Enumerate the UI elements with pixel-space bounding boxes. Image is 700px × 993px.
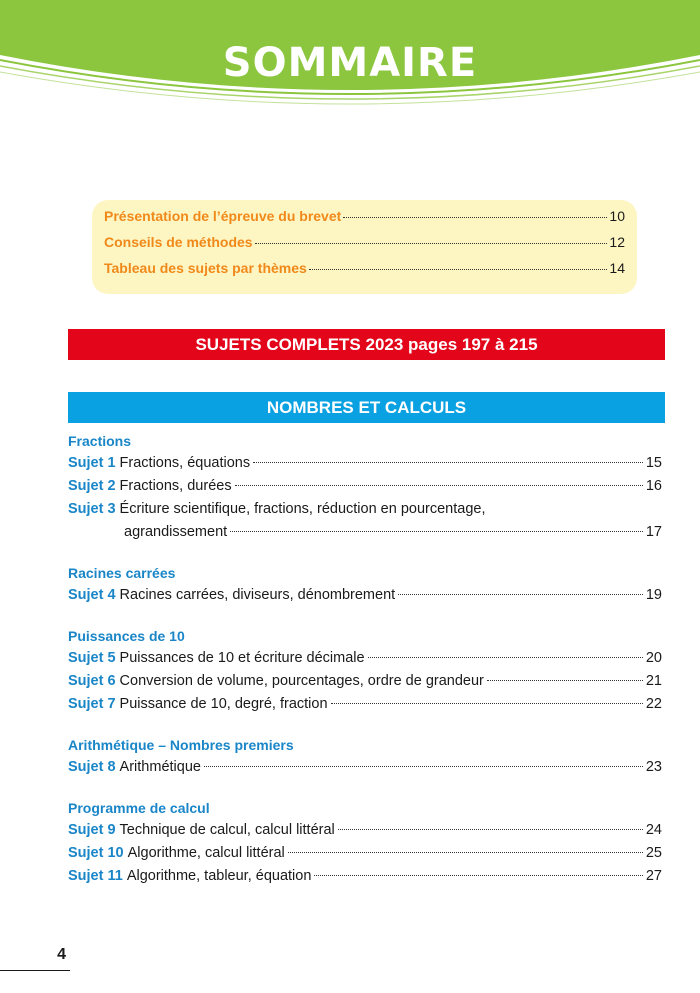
toc-row[interactable]	[68, 865, 662, 888]
section-programme-calcul	[68, 797, 662, 888]
subject-title: Écriture scientifique, fractions, réduction en pourcentage,	[119, 501, 486, 517]
toc-row[interactable]	[68, 670, 662, 693]
subject-page: 23	[645, 759, 662, 775]
intro-label: Tableau des sujets par thèmes	[104, 260, 307, 276]
intro-row[interactable]	[104, 208, 625, 234]
leader-dots	[309, 269, 608, 270]
subject-page: 16	[645, 478, 662, 494]
subject-title: Racines carrées, diviseurs, dénombrement	[119, 587, 396, 603]
intro-label: Présentation de l’épreuve du brevet	[104, 208, 342, 224]
subject-page: 15	[645, 455, 662, 471]
intro-page: 12	[609, 234, 625, 250]
leader-dots	[398, 594, 643, 595]
section-title: Racines carrées	[68, 565, 176, 581]
intro-row[interactable]	[104, 260, 625, 286]
subject-page: 24	[645, 822, 662, 838]
leader-dots	[255, 243, 608, 244]
toc-row[interactable]	[68, 584, 662, 607]
toc-row[interactable]	[68, 475, 662, 498]
leader-dots	[288, 852, 643, 853]
section-puissances	[68, 625, 662, 716]
section-band-nombres-calculs: NOMBRES ET CALCULS	[68, 392, 665, 423]
subject-title: Puissance de 10, degré, fraction	[119, 696, 328, 712]
subject-page: 19	[645, 587, 662, 603]
intro-row[interactable]	[104, 234, 625, 260]
leader-dots	[331, 703, 643, 704]
subject-number: Sujet 2	[68, 478, 116, 494]
subject-title: Fractions, équations	[119, 455, 251, 471]
header-banner	[0, 0, 700, 110]
subject-number: Sujet 5	[68, 650, 116, 666]
leader-dots	[230, 531, 643, 532]
subject-title: Puissances de 10 et écriture décimale	[119, 650, 365, 666]
leader-dots	[343, 217, 607, 218]
leader-dots	[338, 829, 643, 830]
subject-title: Conversion de volume, pourcentages, ordre de grandeur	[119, 673, 484, 689]
toc-row-line-1	[68, 498, 662, 521]
subject-page: 21	[645, 673, 662, 689]
leader-dots	[487, 680, 643, 681]
subject-page: 22	[645, 696, 662, 712]
toc-row-line-2	[68, 521, 662, 544]
subject-page: 20	[645, 650, 662, 666]
toc-row[interactable]	[68, 842, 662, 865]
intro-page: 10	[609, 208, 625, 224]
subject-number: Sujet 9	[68, 822, 116, 838]
section-title: Programme de calcul	[68, 800, 210, 816]
toc-row-multiline[interactable]	[68, 498, 662, 544]
complete-subjects-band: SUJETS COMPLETS 2023 pages 197 à 215	[68, 329, 665, 360]
subject-number: Sujet 8	[68, 759, 116, 775]
subject-number: Sujet 3	[68, 501, 116, 517]
subject-title: Arithmétique	[119, 759, 201, 775]
leader-dots	[368, 657, 643, 658]
leader-dots	[235, 485, 643, 486]
leader-dots	[204, 766, 643, 767]
subject-page: 17	[645, 524, 662, 540]
section-arithmetique	[68, 734, 662, 779]
section-racines-carrees	[68, 562, 662, 607]
toc-row[interactable]	[68, 452, 662, 475]
subject-number: Sujet 10	[68, 845, 124, 861]
page-number: 4	[57, 946, 66, 963]
toc-row[interactable]	[68, 819, 662, 842]
subject-title: Technique de calcul, calcul littéral	[119, 822, 335, 838]
page-footer	[0, 944, 70, 974]
subject-page: 27	[645, 868, 662, 884]
subject-title: Fractions, durées	[119, 478, 232, 494]
subject-number: Sujet 7	[68, 696, 116, 712]
subject-number: Sujet 11	[68, 868, 123, 884]
subject-title: Algorithme, calcul littéral	[127, 845, 285, 861]
subject-number: Sujet 6	[68, 673, 116, 689]
subject-title-continued: agrandissement	[124, 524, 228, 540]
toc-row[interactable]	[68, 647, 662, 670]
intro-page: 14	[609, 260, 625, 276]
subject-title: Algorithme, tableur, équation	[126, 868, 312, 884]
section-title: Puissances de 10	[68, 628, 185, 644]
subject-page: 25	[645, 845, 662, 861]
footer-rule	[0, 970, 70, 971]
section-fractions	[68, 430, 662, 544]
toc-row[interactable]	[68, 756, 662, 779]
toc-list	[68, 430, 662, 906]
section-title: Fractions	[68, 433, 132, 449]
intro-label: Conseils de méthodes	[104, 234, 253, 250]
toc-row[interactable]	[68, 693, 662, 716]
leader-dots	[253, 462, 643, 463]
leader-dots	[314, 875, 642, 876]
section-title: Arithmétique – Nombres premiers	[68, 737, 294, 753]
subject-number: Sujet 4	[68, 587, 116, 603]
subject-number: Sujet 1	[68, 455, 116, 471]
intro-box	[92, 200, 637, 294]
page-title: SOMMAIRE	[222, 40, 478, 86]
